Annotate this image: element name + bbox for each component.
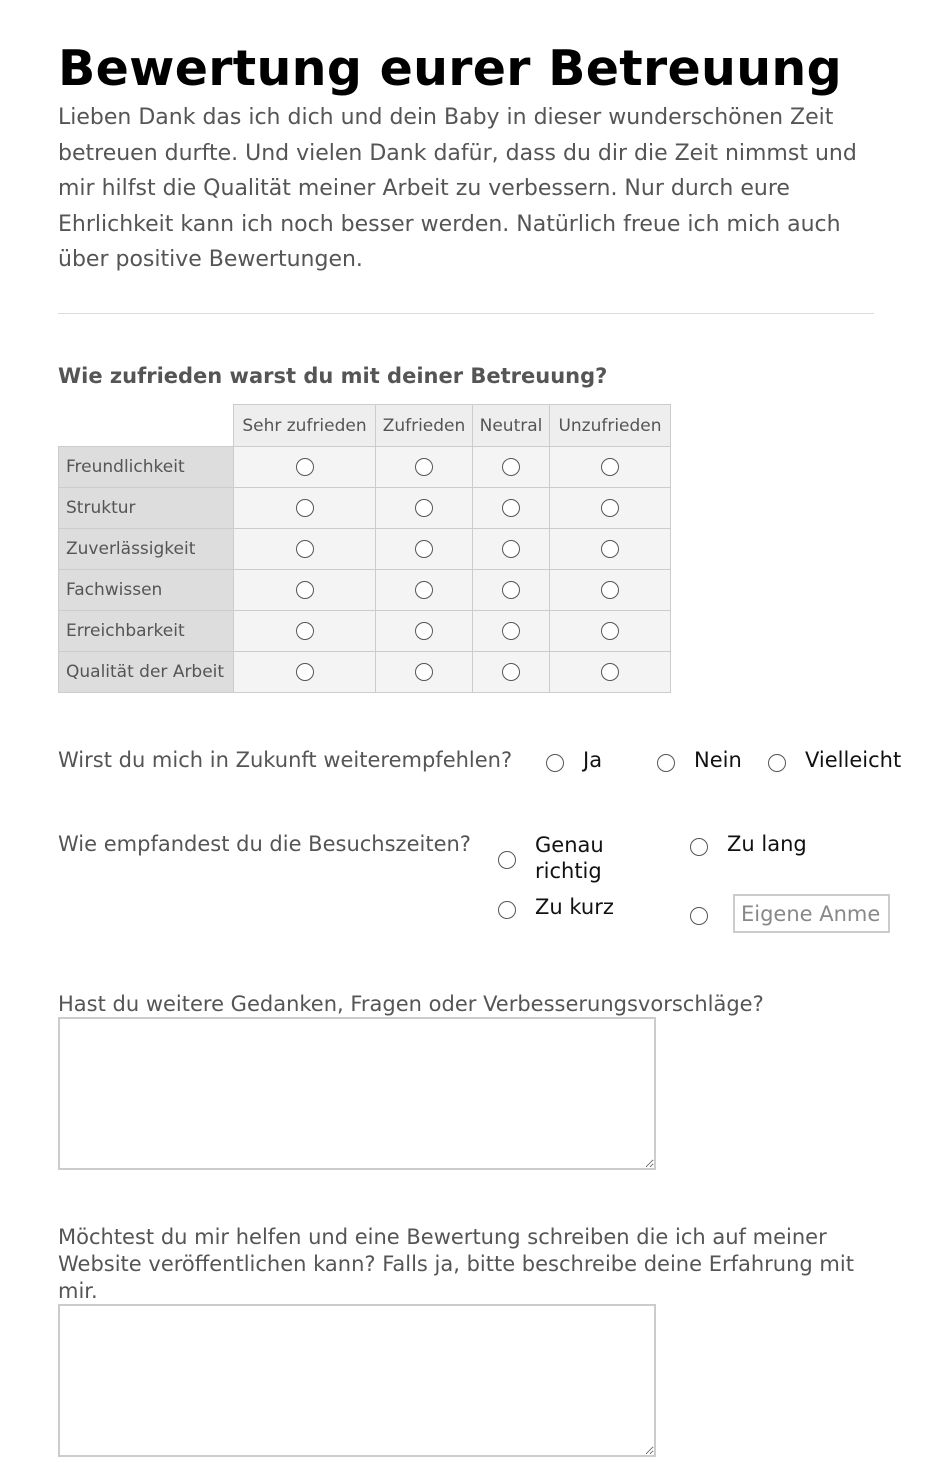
option-label: Nein [694,748,742,772]
intro-text: Lieben Dank das ich dich und dein Baby in dieser wunderschönen Zeit betreuen durfte. Und vielen Dank dafür, dass du dir die Zeit nimmst und mir hilfst die Qualität meiner Arbeit zu verbessern. Nur durch eure Ehrlichkeit kann ich noch besser werden. Natürlich freue ich mich auch über positive Bewertungen. [58,105,857,272]
matrix-cell[interactable] [473,447,550,488]
radio-button[interactable] [498,901,516,919]
radio-button[interactable] [601,499,619,517]
radio-button[interactable] [296,540,314,558]
radio-button[interactable] [657,754,675,772]
radio-button[interactable] [502,499,520,517]
radio-button[interactable] [502,581,520,599]
matrix-cell[interactable] [550,488,671,529]
matrix-question: Wie zufrieden warst du mit deiner Betreuung? [58,364,608,388]
radio-button[interactable] [498,851,516,869]
matrix-row-label: Erreichbarkeit [59,611,234,652]
radio-button[interactable] [502,622,520,640]
matrix-cell[interactable] [234,488,376,529]
radio-button[interactable] [415,663,433,681]
matrix-cell[interactable] [473,611,550,652]
matrix-cell[interactable] [473,488,550,529]
thoughts-textarea[interactable] [58,1017,656,1170]
page-title: Bewertung eurer Betreuung [58,40,842,97]
matrix-cell[interactable] [234,570,376,611]
review-label: Möchtest du mir helfen und eine Bewertung schreiben die ich auf meiner Website veröffentlichen kann? Falls ja, bitte beschreibe deine Erfahrung mit mir. [58,1225,854,1303]
radio-button[interactable] [415,581,433,599]
matrix-row-label: Freundlichkeit [59,447,234,488]
matrix-cell[interactable] [234,611,376,652]
matrix-col-header: Sehr zufrieden [234,405,376,447]
radio-button[interactable] [296,663,314,681]
radio-button[interactable] [415,499,433,517]
radio-button[interactable] [601,622,619,640]
radio-button[interactable] [502,663,520,681]
matrix-cell[interactable] [473,570,550,611]
radio-button[interactable] [415,458,433,476]
matrix-cell[interactable] [376,611,473,652]
radio-button[interactable] [296,458,314,476]
matrix-cell[interactable] [550,570,671,611]
matrix-corner [59,405,234,447]
matrix-col-header: Unzufrieden [550,405,671,447]
satisfaction-matrix [58,404,671,693]
matrix-cell[interactable] [376,488,473,529]
visits-question: Wie empfandest du die Besuchszeiten? [58,832,471,856]
matrix-row [59,611,671,652]
matrix-cell[interactable] [376,529,473,570]
radio-button[interactable] [601,540,619,558]
divider [58,313,874,314]
radio-button[interactable] [502,458,520,476]
matrix-row-label: Zuverlässigkeit [59,529,234,570]
matrix-row-label: Qualität der Arbeit [59,652,234,693]
matrix-cell[interactable] [550,611,671,652]
matrix-header-row [59,405,671,447]
radio-button[interactable] [296,622,314,640]
matrix-cell[interactable] [550,447,671,488]
matrix-cell[interactable] [234,652,376,693]
radio-button[interactable] [690,838,708,856]
option-label: Vielleicht [805,748,902,772]
matrix-body [59,447,671,693]
radio-button[interactable] [296,581,314,599]
matrix-row [59,488,671,529]
radio-button[interactable] [601,581,619,599]
review-textarea[interactable] [58,1304,656,1457]
matrix-cell[interactable] [473,652,550,693]
matrix-row-label: Fachwissen [59,570,234,611]
option-label: Ja [583,748,603,772]
radio-button[interactable] [768,754,786,772]
matrix-cell[interactable] [376,447,473,488]
radio-button[interactable] [601,458,619,476]
matrix-row [59,570,671,611]
other-answer-input[interactable] [733,894,890,933]
matrix-row-label: Struktur [59,488,234,529]
radio-button[interactable] [415,540,433,558]
matrix-cell[interactable] [550,529,671,570]
recommend-question: Wirst du mich in Zukunft weiterempfehlen? [58,748,513,772]
option-label: Zu kurz [535,895,614,919]
option-label: Genau richtig [535,833,604,883]
matrix-cell[interactable] [234,529,376,570]
matrix-col-header: Neutral [473,405,550,447]
radio-button[interactable] [601,663,619,681]
radio-button[interactable] [502,540,520,558]
radio-button[interactable] [415,622,433,640]
thoughts-label: Hast du weitere Gedanken, Fragen oder Verbesserungsvorschläge? [58,992,764,1016]
matrix-cell[interactable] [376,570,473,611]
matrix-cell[interactable] [376,652,473,693]
matrix-cell[interactable] [473,529,550,570]
radio-button[interactable] [690,907,708,925]
matrix-cell[interactable] [550,652,671,693]
matrix-row [59,447,671,488]
matrix-col-header: Zufrieden [376,405,473,447]
matrix-row [59,652,671,693]
option-label: Zu lang [727,832,807,856]
radio-button[interactable] [296,499,314,517]
matrix-cell[interactable] [234,447,376,488]
matrix-row [59,529,671,570]
radio-button[interactable] [546,754,564,772]
